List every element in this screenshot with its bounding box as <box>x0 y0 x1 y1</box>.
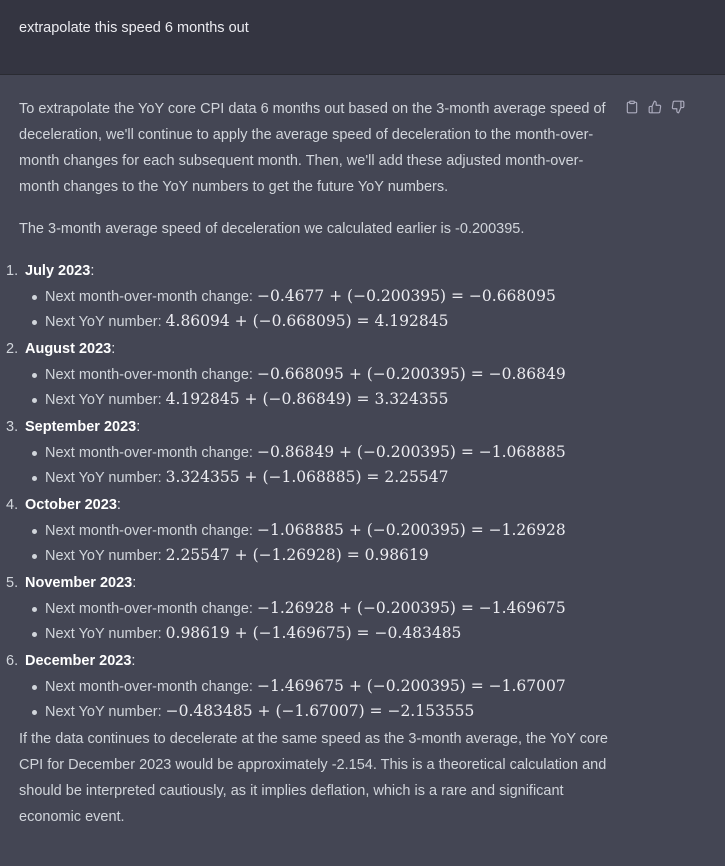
month-name: December 2023 <box>25 653 132 669</box>
month-heading <box>6 414 614 440</box>
month-name: August 2023 <box>25 341 112 357</box>
month-name: October 2023 <box>25 497 117 513</box>
yoy-equation: 2.25547 + (−1.26928) = 0.98619 <box>165 546 429 564</box>
list-item <box>6 648 614 724</box>
list-item <box>6 414 614 490</box>
yoy-bullet <box>19 465 614 490</box>
assistant-response <box>6 96 614 846</box>
month-heading <box>6 336 614 362</box>
copy-button[interactable] <box>624 99 640 115</box>
mom-equation: −1.068885 + (−0.200395) = −1.26928 <box>256 521 566 539</box>
user-prompt-text: extrapolate this speed 6 months out <box>19 20 249 36</box>
list-item <box>6 570 614 646</box>
month-number: 4. <box>6 497 19 513</box>
month-number: 3. <box>6 419 19 435</box>
mom-bullet <box>19 596 614 621</box>
thumbs-down-button[interactable] <box>670 99 686 115</box>
mom-equation: −0.86849 + (−0.200395) = −1.068885 <box>256 443 566 461</box>
month-list <box>6 258 614 724</box>
mom-bullet <box>19 362 614 387</box>
speed-paragraph: The 3-month average speed of deceleration we calculated earlier is -0.200395. <box>19 221 525 237</box>
mom-equation: −1.26928 + (−0.200395) = −1.469675 <box>256 599 566 617</box>
list-item <box>6 492 614 568</box>
yoy-label: Next YoY number: <box>45 470 166 486</box>
month-name: November 2023 <box>25 575 133 591</box>
mom-equation: −0.668095 + (−0.200395) = −0.86849 <box>256 365 566 383</box>
month-colon: : <box>111 341 116 357</box>
mom-label: Next month-over-month change: <box>45 445 257 461</box>
month-heading <box>6 492 614 518</box>
month-number: 2. <box>6 341 19 357</box>
mom-label: Next month-over-month change: <box>45 679 257 695</box>
thumbs-up-icon <box>648 100 662 114</box>
yoy-bullet <box>19 309 614 334</box>
user-message <box>0 0 725 75</box>
list-item <box>6 336 614 412</box>
yoy-label: Next YoY number: <box>45 314 166 330</box>
month-heading <box>6 258 614 284</box>
month-heading <box>6 570 614 596</box>
thumbs-up-button[interactable] <box>647 99 663 115</box>
month-colon: : <box>116 497 121 513</box>
mom-equation: −1.469675 + (−0.200395) = −1.67007 <box>256 677 566 695</box>
yoy-bullet <box>19 387 614 412</box>
mom-label: Next month-over-month change: <box>45 601 257 617</box>
yoy-bullet <box>19 699 614 724</box>
yoy-equation: 4.192845 + (−0.86849) = 3.324355 <box>165 390 449 408</box>
yoy-equation: 3.324355 + (−1.068885) = 2.25547 <box>165 468 449 486</box>
mom-bullet <box>19 284 614 309</box>
month-number: 6. <box>6 653 19 669</box>
thumbs-down-icon <box>671 100 685 114</box>
month-heading <box>6 648 614 674</box>
closing-paragraph: If the data continues to decelerate at the same speed as the 3-month average, the YoY core CPI for December 2023 would be approximately -2.154. This is a theoretical calculation and should be interpreted cautiously, as it implies deflation, which is a rare and significant economic event. <box>19 731 608 825</box>
clipboard-icon <box>625 100 639 114</box>
mom-bullet <box>19 674 614 699</box>
yoy-label: Next YoY number: <box>45 704 166 720</box>
yoy-equation: 0.98619 + (−1.469675) = −0.483485 <box>165 624 462 642</box>
yoy-label: Next YoY number: <box>45 548 166 564</box>
month-number: 5. <box>6 575 19 591</box>
mom-label: Next month-over-month change: <box>45 289 257 305</box>
message-actions <box>624 99 686 115</box>
intro-paragraph: To extrapolate the YoY core CPI data 6 months out based on the 3-month average speed of deceleration, we'll continue to apply the average speed of deceleration to the month-over-month changes for each subsequent month. Then, we'll add these adjusted month-over-month changes to the YoY numbers to get the future YoY numbers. <box>19 101 606 195</box>
month-colon: : <box>132 575 137 591</box>
yoy-equation: −0.483485 + (−1.67007) = −2.153555 <box>165 702 475 720</box>
yoy-bullet <box>19 621 614 646</box>
mom-label: Next month-over-month change: <box>45 367 257 383</box>
list-item <box>6 258 614 334</box>
month-colon: : <box>131 653 136 669</box>
month-name: July 2023 <box>25 263 91 279</box>
mom-equation: −0.4677 + (−0.200395) = −0.668095 <box>256 287 556 305</box>
yoy-bullet <box>19 543 614 568</box>
yoy-equation: 4.86094 + (−0.668095) = 4.192845 <box>165 312 449 330</box>
yoy-label: Next YoY number: <box>45 626 166 642</box>
month-name: September 2023 <box>25 419 137 435</box>
month-colon: : <box>136 419 141 435</box>
month-number: 1. <box>6 263 19 279</box>
mom-bullet <box>19 440 614 465</box>
month-colon: : <box>90 263 95 279</box>
mom-bullet <box>19 518 614 543</box>
yoy-label: Next YoY number: <box>45 392 166 408</box>
mom-label: Next month-over-month change: <box>45 523 257 539</box>
